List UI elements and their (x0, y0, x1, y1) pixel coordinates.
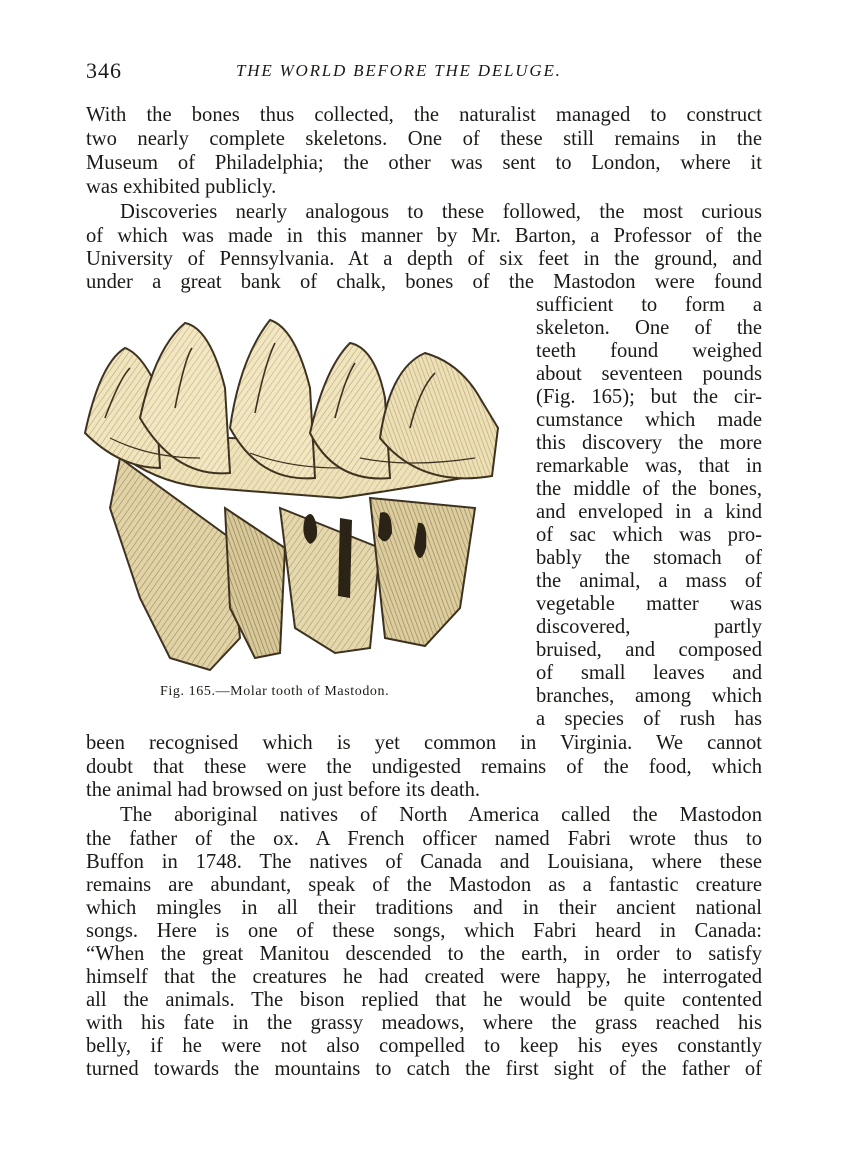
text-line: doubt that these were the undigested remains of the food, which (86, 756, 762, 778)
text-line: under a great bank of chalk, bones of the Mastodon were found (86, 271, 762, 293)
text-line: vegetable matter was (536, 593, 762, 615)
text-line: which mingles in all their traditions and in their ancient national (86, 897, 762, 919)
text-line: University of Pennsylvania. At a depth of six feet in the ground, and (86, 248, 762, 270)
text-line: sufficient to form a (536, 294, 762, 316)
text-line: a species of rush has (536, 708, 762, 730)
page-header (86, 58, 762, 86)
text-line: teeth found weighed (536, 340, 762, 362)
text-line: been recognised which is yet common in Virginia. We cannot (86, 732, 762, 754)
text-line: Buffon in 1748. The natives of Canada and Louisiana, where these (86, 851, 762, 873)
text-line: the middle of the bones, (536, 478, 762, 500)
text-line: himself that the creatures he had created were happy, he interrogated (86, 966, 762, 988)
text-line: remarkable was, that in (536, 455, 762, 477)
text-line: The aboriginal natives of North America called the Mastodon (120, 804, 762, 826)
text-line: the father of the ox. A French officer named Fabri wrote thus to (86, 828, 762, 850)
molar-tooth-illustration (80, 308, 502, 680)
text-line: turned towards the mountains to catch the first sight of the father of (86, 1058, 762, 1080)
page-number: 346 (86, 58, 122, 83)
text-line: the animal, a mass of (536, 570, 762, 592)
text-line: with his fate in the grassy meadows, where the grass reached his (86, 1012, 762, 1034)
text-line: was exhibited publicly. (86, 176, 277, 198)
text-line: With the bones thus collected, the naturalist managed to construct (86, 104, 762, 126)
text-line: Museum of Philadelphia; the other was sent to London, where it (86, 152, 762, 174)
text-line: of which was made in this manner by Mr. Barton, a Professor of the (86, 225, 762, 247)
text-line: remains are abundant, speak of the Mastodon as a fantastic creature (86, 874, 762, 896)
text-line: two nearly complete skeletons. One of these still remains in the (86, 128, 762, 150)
text-line: bruised, and composed (536, 639, 762, 661)
text-line: about seventeen pounds (536, 363, 762, 385)
text-line: and enveloped in a kind (536, 501, 762, 523)
text-line: of sac which was pro- (536, 524, 762, 546)
text-line: “When the great Manitou descended to the earth, in order to satisfy (86, 943, 762, 965)
running-title: THE WORLD BEFORE THE DELUGE. (236, 61, 562, 80)
text-line: of small leaves and (536, 662, 762, 684)
mastodon-molar-figure (80, 308, 502, 680)
text-line: skeleton. One of the (536, 317, 762, 339)
text-line: songs. Here is one of these songs, which Fabri heard in Canada: (86, 920, 762, 942)
text-line: the animal had browsed on just before its death. (86, 779, 481, 801)
text-line: discovered, partly (536, 616, 762, 638)
text-line: cumstance which made (536, 409, 762, 431)
text-line: branches, among which (536, 685, 762, 707)
text-line: all the animals. The bison replied that he would be quite contented (86, 989, 762, 1011)
text-line: Discoveries nearly analogous to these followed, the most curious (120, 201, 762, 223)
text-line: belly, if he were not also compelled to keep his eyes constantly (86, 1035, 762, 1057)
text-line: (Fig. 165); but the cir- (536, 386, 762, 408)
figure-caption: Fig. 165.—Molar tooth of Mastodon. (160, 684, 390, 699)
text-line: bably the stomach of (536, 547, 762, 569)
text-line: this discovery the more (536, 432, 762, 454)
